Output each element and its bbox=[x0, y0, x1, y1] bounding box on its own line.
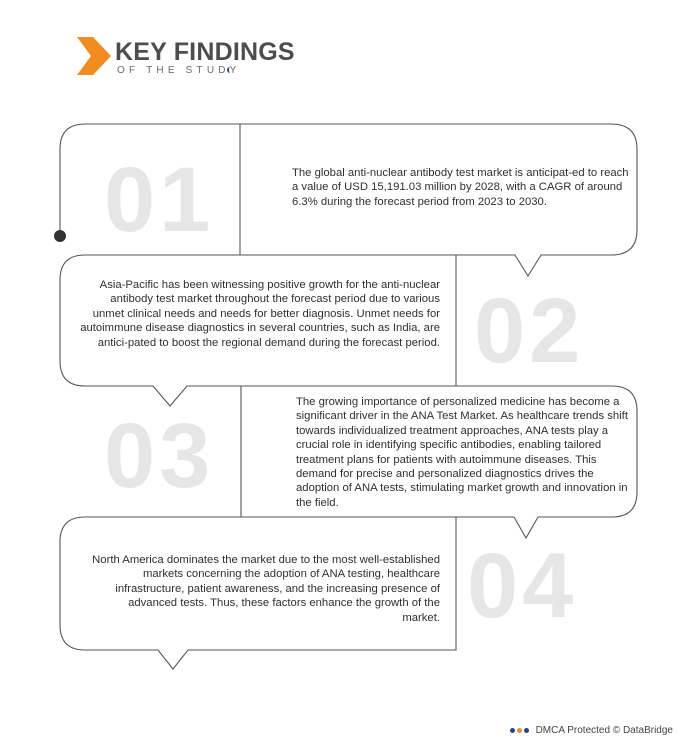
page-subtitle: OF THE STUDY bbox=[117, 65, 241, 76]
finding-number-4: 04 bbox=[467, 535, 578, 637]
footer-label[interactable]: DMCA Protected © DataBridge bbox=[535, 725, 673, 736]
finding-text-4: North America dominates the market due to the most well-established markets concerning the adoption of ANA testing, healthcare infrastructure, patient awareness, and the increasing presence of advanced tests. Thus, these factors enhance the growth of the market. bbox=[92, 554, 440, 624]
dmca-badge-icon bbox=[510, 725, 531, 736]
timeline-start-dot bbox=[54, 230, 66, 242]
finding-number-2: 02 bbox=[474, 280, 585, 382]
page-title: KEY FINDINGS bbox=[115, 38, 295, 66]
finding-number-3: 03 bbox=[104, 405, 215, 507]
finding-number-1: 01 bbox=[104, 149, 215, 251]
finding-text-3: The growing importance of personalized medicine has become a significant driver in the ANA Test Market. As healthcare trends shift towards individualized treatment approaches, ANA tests play a crucial role in identifying specific antibodies, enabling tailored treatment plans for patients with autoimmune diseases. This demand for precise and personalized diagnostics drives the adoption of ANA tests, stimulating market growth and innovation in the field. bbox=[296, 396, 628, 509]
finding-text-2: Asia-Pacific has been witnessing positive growth for the anti-nuclear antibody test market throughout the forecast period due to various unmet clinical needs and needs for better diagnosis. Unmet needs for autoimmune disease diagnostics in several countries, such as India, are antici-pated to boost the regional demand during the forecast period. bbox=[80, 279, 440, 349]
footer bbox=[510, 725, 673, 736]
finding-text-1: The global anti-nuclear antibody test market is anticipat-ed to reach a value of USD 15,191.03 million by 2028, with a CAGR of around 6.3% during the forecast period from 2023 to 2030. bbox=[292, 167, 629, 208]
